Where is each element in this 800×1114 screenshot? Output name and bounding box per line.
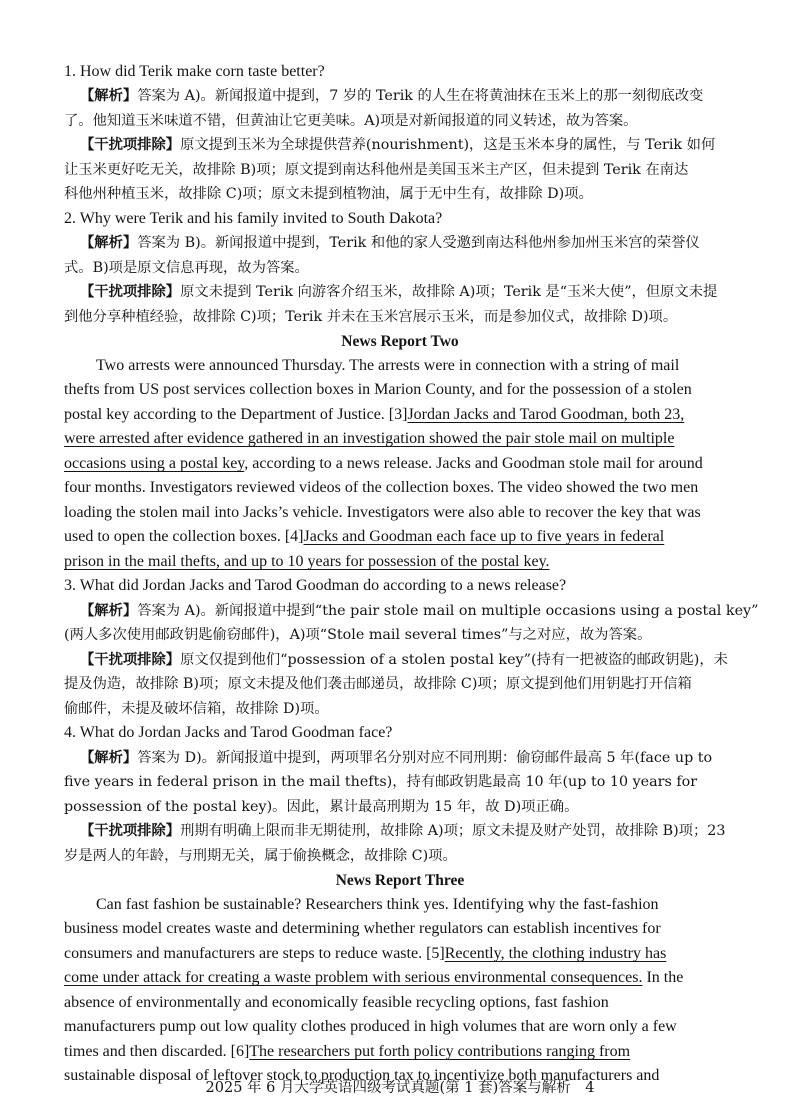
report3-line-8: sustainable disposal of leftover stock to production tax to incentivize both manufacturers and	[64, 1067, 660, 1084]
news-report-three-heading: News Report Three	[335, 872, 465, 889]
report2-line-7: loading the stolen mail into Jacks’s vehicle. Investigators were also able to recover the key that was	[64, 504, 701, 521]
report3-line-2: business model creates waste and determining whether regulators can establish incentives for	[64, 920, 661, 937]
report2-line-6: four months. Investigators reviewed videos of the collection boxes. The video showed the two men	[64, 479, 699, 496]
report2-line-2: thefts from US post services collection boxes in Marion County, and for the possession of a stolen	[64, 381, 692, 398]
q3-distract-line-2: 提及伪造，故排除 B)项；原文未提及他们袭击邮递员，故排除 C)项；原文提到他们用钥匙打开信箱	[64, 676, 692, 692]
answer-6-source: The researchers put forth policy contributions ranging from	[249, 1043, 631, 1060]
answer-3-source: Jordan Jacks and Tarod Goodman, both 23,	[407, 406, 685, 423]
q1-analysis-line-1: 【解析】答案为 A)。新闻报道中提到，7 岁的 Terik 的人生在将黄油抹在玉米上的那一刻彻底改变	[80, 88, 704, 104]
report3-line-4: come under attack for creating a waste problem with serious environmental consequences. In the	[64, 969, 684, 986]
question-1: 1. How did Terik make corn taste better?	[64, 63, 325, 80]
report3-line-7: times and then discarded. [6]The researchers put forth policy contributions ranging from	[64, 1043, 631, 1060]
report2-line-4: were arrested after evidence gathered in an investigation showed the pair stole mail on multiple	[64, 430, 675, 447]
news-report-two-heading: News Report Two	[341, 333, 459, 350]
question-4: 4. What do Jordan Jacks and Tarod Goodman face?	[64, 724, 393, 741]
question-3: 3. What did Jordan Jacks and Tarod Goodman do according to a news release?	[64, 577, 567, 594]
report3-line-1: Can fast fashion be sustainable? Researchers think yes. Identifying why the fast-fashion	[96, 896, 659, 913]
report2-line-8: used to open the collection boxes. [4]Jacks and Goodman each face up to five years in federal	[64, 528, 665, 545]
q1-distract-line-2: 让玉米更好吃无关，故排除 B)项；原文提到南达科他州是美国玉米主产区，但未提到 Terik 在南达	[64, 162, 689, 178]
answer-4-source: Jacks and Goodman each face up to five years in federal	[303, 528, 665, 545]
report3-line-3: consumers and manufacturers are steps to reduce waste. [5]Recently, the clothing industry has	[64, 945, 667, 962]
question-2: 2. Why were Terik and his family invited to South Dakota?	[64, 210, 443, 227]
q4-distract-line-1: 【干扰项排除】刑期有明确上限而非无期徒刑，故排除 A)项；原文未提及财产处罚，故排除 B)项；23	[80, 823, 726, 839]
q3-distract-line-3: 偷邮件，未提及破坏信箱，故排除 D)项。	[64, 701, 329, 717]
q1-analysis-line-2: 了。他知道玉米味道不错，但黄油让它更美味。A)项是对新闻报道的同义转述，故为答案。	[64, 113, 638, 129]
report3-line-5: absence of environmentally and economically feasible recycling options, fast fashion	[64, 994, 609, 1011]
q4-analysis-line-3: possession of the postal key)。因此，累计最高刑期为 15 年，故 D)项正确。	[64, 799, 579, 815]
q2-distract-line-2: 到他分享种植经验，故排除 C)项；Terik 并未在玉米宫展示玉米，而是参加仪式，故排除 D)项。	[64, 309, 678, 325]
q2-analysis-line-1: 【解析】答案为 B)。新闻报道中提到，Terik 和他的家人受邀到南达科他州参加州玉米宫的荣誉仪	[80, 235, 700, 251]
report2-line-9: prison in the mail thefts, and up to 10 years for possession of the postal key.	[64, 553, 550, 570]
page-footer: 2025 年 6 月大学英语四级考试真题(第 1 套)答案与解析 4	[205, 1080, 595, 1096]
q2-analysis-line-2: 式。B)项是原文信息再现，故为答案。	[64, 260, 309, 276]
q3-distract-line-1: 【干扰项排除】原文仅提到他们“possession of a stolen postal key”(持有一把被盗的邮政钥匙)，未	[80, 652, 728, 668]
q1-distract-line-3: 科他州种植玉米，故排除 C)项；原文未提到植物油，属于无中生有，故排除 D)项。	[64, 186, 593, 202]
q4-analysis-line-2: five years in federal prison in the mail thefts)，持有邮政钥匙最高 10 年(up to 10 years for	[64, 774, 698, 790]
q1-distract-line-1: 【干扰项排除】原文提到玉米为全球提供营养(nourishment)，这是玉米本身的属性，与 Terik 如何	[80, 137, 716, 153]
report3-line-6: manufacturers pump out low quality clothes produced in high volumes that are worn only a few	[64, 1018, 677, 1035]
q3-analysis-line-1: 【解析】答案为 A)。新闻报道中提到“the pair stole mail on multiple occasions using a postal key”	[80, 603, 759, 619]
q2-distract-line-1: 【干扰项排除】原文未提到 Terik 向游客介绍玉米，故排除 A)项；Terik 是“玉米大使”，但原文未提	[80, 284, 718, 300]
report2-line-3: postal key according to the Department of Justice. [3]Jordan Jacks and Tarod Goodman, both 23,	[64, 406, 685, 423]
report2-line-5: occasions using a postal key, according to a news release. Jacks and Goodman stole mail for around	[64, 455, 703, 472]
q3-analysis-line-2: (两人多次使用邮政钥匙偷窃邮件)，A)项“Stole mail several times”与之对应，故为答案。	[64, 627, 652, 643]
q4-distract-line-2: 岁是两人的年龄，与刑期无关，属于偷换概念，故排除 C)项。	[64, 848, 457, 864]
report2-line-1: Two arrests were announced Thursday. The arrests were in connection with a string of mail	[96, 357, 680, 374]
q4-analysis-line-1: 【解析】答案为 D)。新闻报道中提到，两项罪名分别对应不同刑期：偷窃邮件最高 5 年(face up to	[80, 750, 713, 766]
answer-5-source: Recently, the clothing industry has	[444, 945, 667, 962]
